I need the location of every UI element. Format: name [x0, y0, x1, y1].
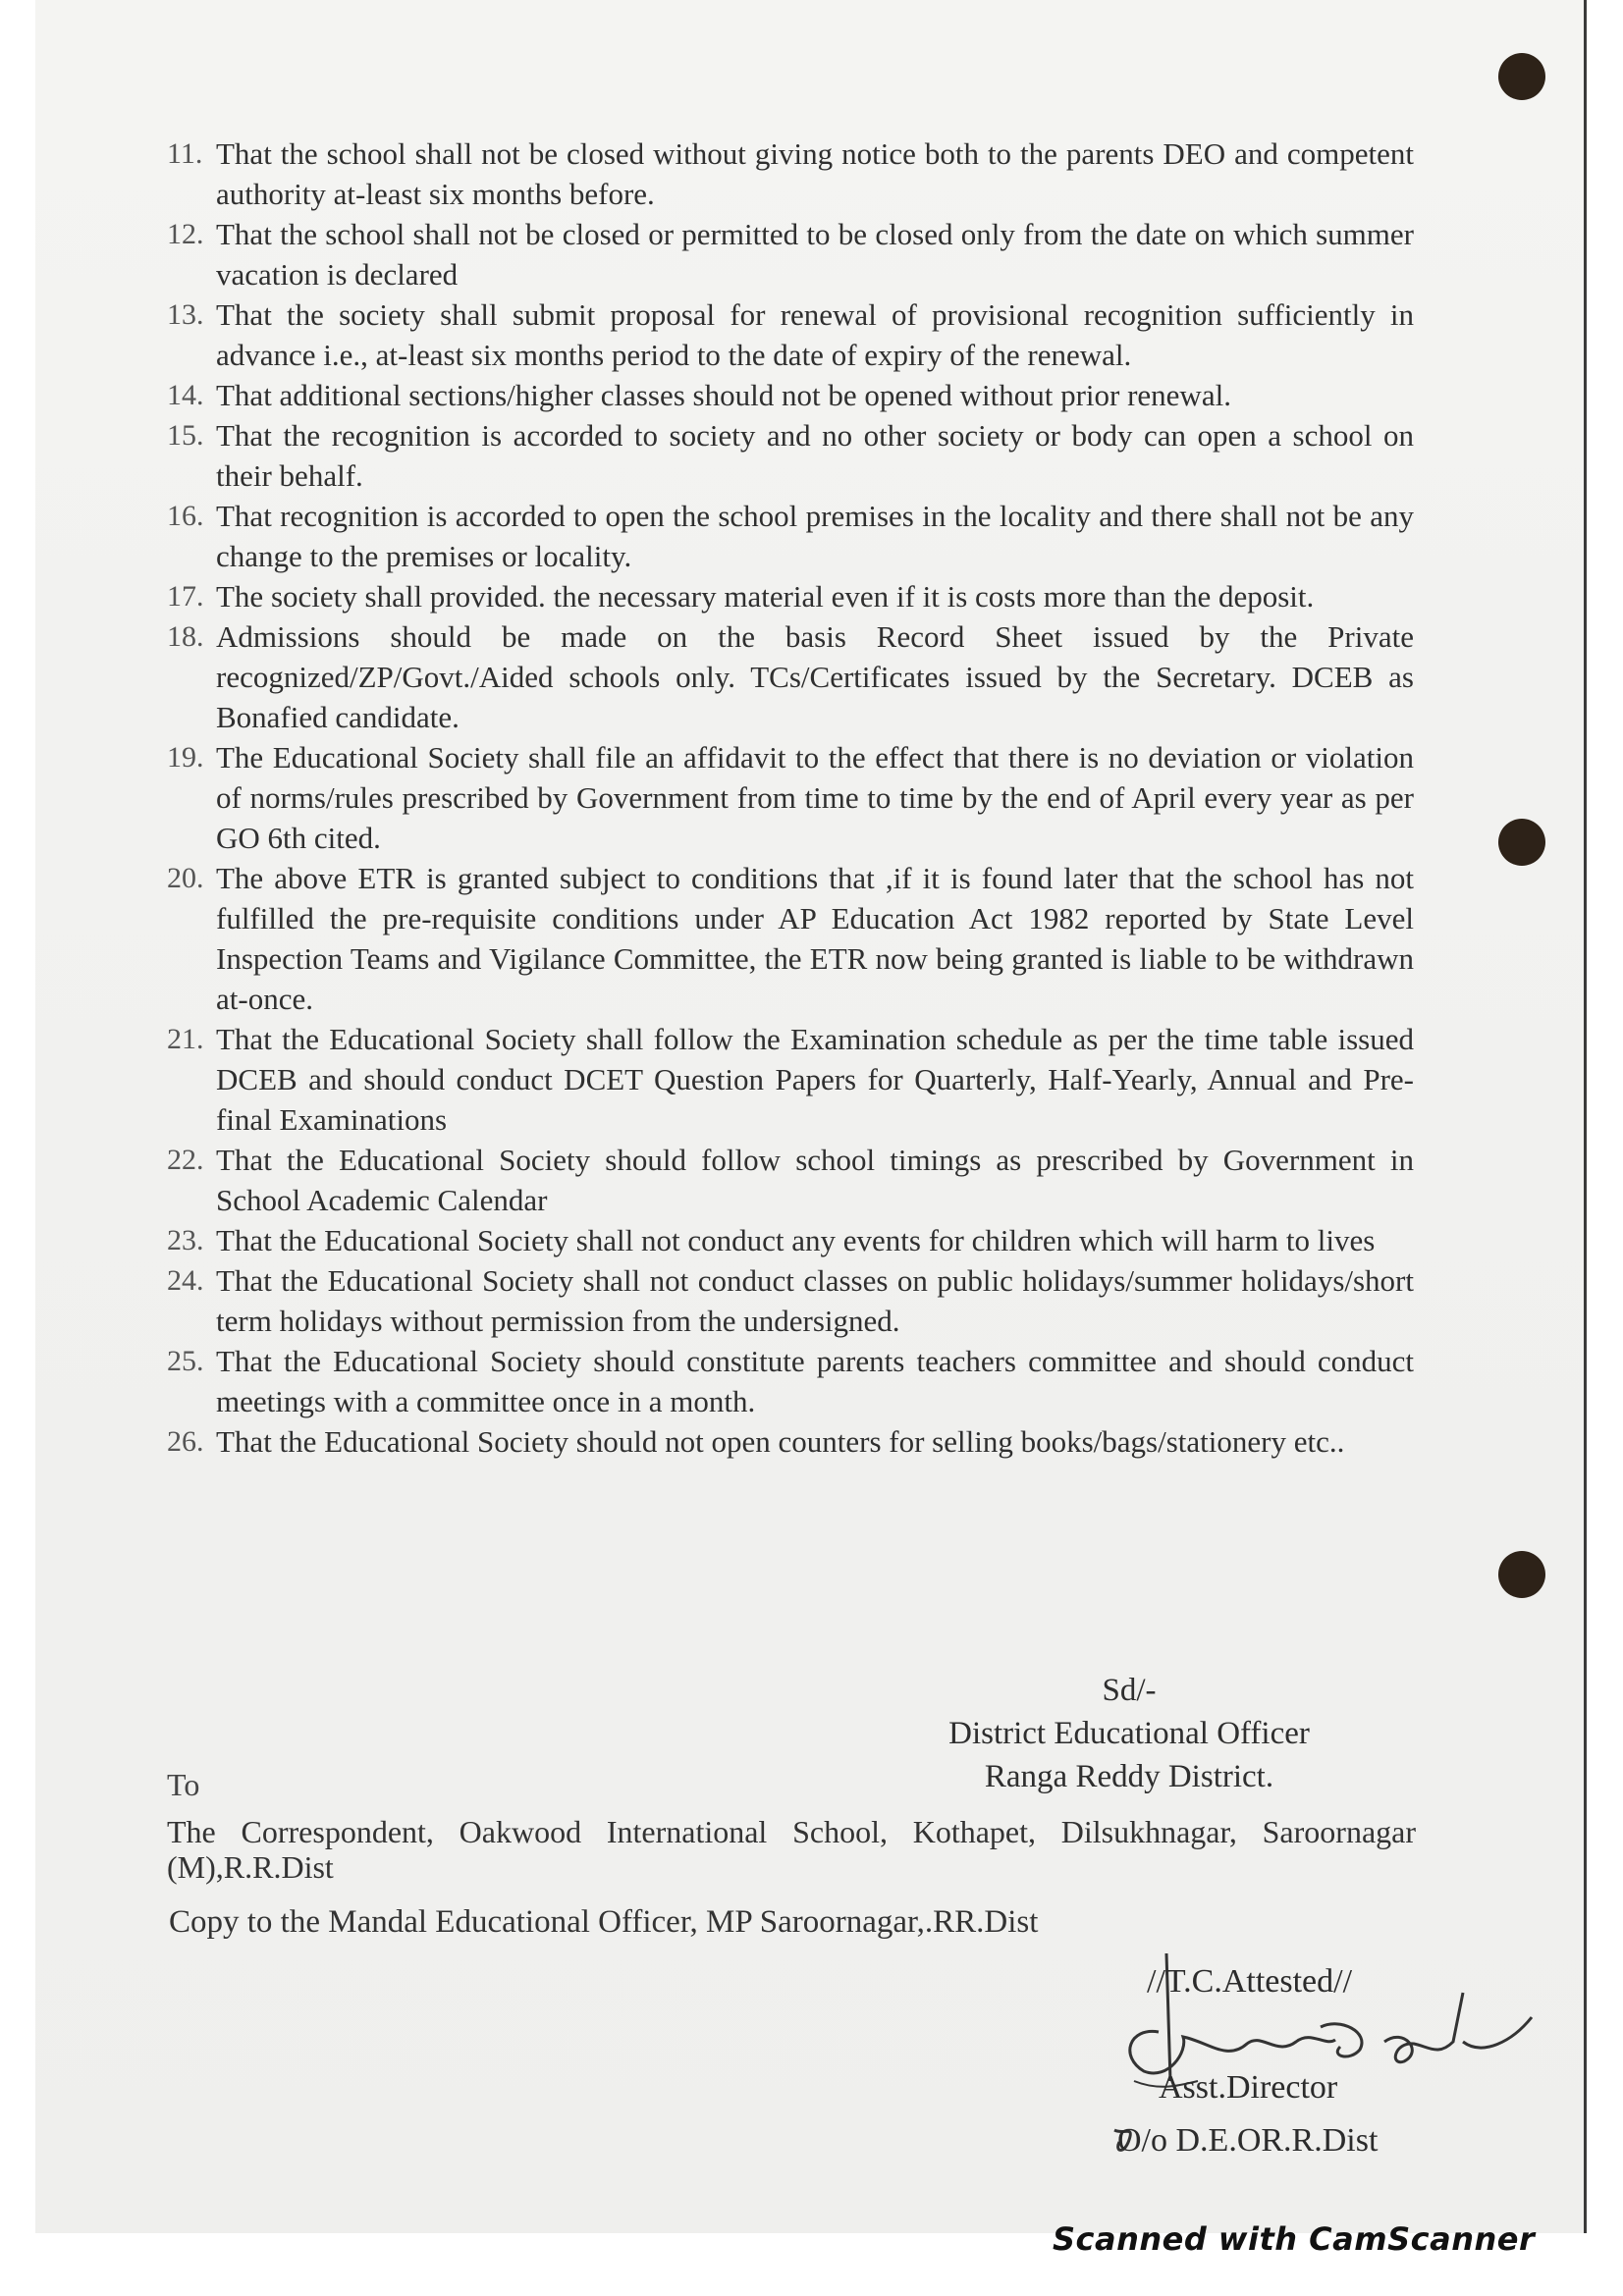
condition-number: 18.: [167, 620, 204, 653]
condition-number: 19.: [167, 741, 204, 774]
condition-item: [167, 1341, 1414, 1421]
recipient-address: The Correspondent, Oakwood International School, Kothapet, Dilsukhnagar, Saroornagar (M),R.R.Dist: [167, 1814, 1416, 1885]
condition-number: 25.: [167, 1345, 204, 1377]
condition-text: The society shall provided. the necessary material even if it is costs more than the deposit.: [216, 579, 1315, 614]
condition-text: That the Educational Society shall not conduct any events for children which will harm to lives: [216, 1223, 1376, 1257]
condition-text: That the society shall submit proposal for renewal of provisional recognition sufficiently in advance i.e., at-least six months period to the date of expiry of the renewal.: [216, 297, 1414, 372]
to-label: To: [167, 1767, 200, 1802]
condition-text: That the school shall not be closed without giving notice both to the parents DEO and competent authority at-least six months before.: [216, 136, 1414, 211]
condition-text: The Educational Society shall file an affidavit to the effect that there is no deviation or violation of norms/rules prescribed by Government from time to time by the end of April every year as per GO 6th cited.: [216, 740, 1414, 855]
condition-number: 16.: [167, 500, 204, 532]
condition-item: [167, 496, 1414, 576]
officer-designation: District Educational Officer: [948, 1716, 1310, 1751]
condition-text: Admissions should be made on the basis Record Sheet issued by the Private recognized/ZP/Govt./Aided schools only. TCs/Certificates issued by the Secretary. DCEB as Bonafied candidate.: [216, 619, 1414, 734]
punch-hole-bottom: [1498, 1551, 1545, 1598]
condition-item: [167, 1140, 1414, 1220]
condition-number: 11.: [167, 137, 203, 170]
condition-number: 15.: [167, 419, 204, 452]
condition-number: 14.: [167, 379, 204, 411]
condition-text: That the Educational Society should constitute parents teachers committee and should conduct meetings with a committee once in a month.: [216, 1344, 1414, 1418]
condition-number: 17.: [167, 580, 204, 613]
condition-text: That the Educational Society should follow school timings as prescribed by Government in School Academic Calendar: [216, 1143, 1414, 1217]
attester-designation: Asst.Director: [1159, 2069, 1338, 2106]
condition-item: [167, 616, 1414, 737]
attested-stamp: //T.C.Attested//: [1147, 1963, 1353, 2000]
condition-item: [167, 1421, 1414, 1462]
condition-text: That recognition is accorded to open the school premises in the locality and there shall not be any change to the premises or locality.: [216, 499, 1414, 573]
condition-number: 26.: [167, 1425, 204, 1458]
condition-item: [167, 133, 1414, 214]
condition-text: That the recognition is accorded to society and no other society or body can open a school on their behalf.: [216, 418, 1414, 493]
condition-text: That the school shall not be closed or permitted to be closed only from the date on which summer vacation is declared: [216, 217, 1414, 292]
condition-item: [167, 375, 1414, 415]
officer-district: Ranga Reddy District.: [984, 1759, 1274, 1794]
condition-item: [167, 737, 1414, 858]
condition-text: That the Educational Society shall not conduct classes on public holidays/summer holidays/short term holidays without permission from the undersigned.: [216, 1263, 1414, 1338]
signature-block: [913, 1669, 1345, 1798]
condition-number: 13.: [167, 298, 204, 331]
condition-item: [167, 415, 1414, 496]
condition-item: [167, 1019, 1414, 1140]
condition-text: The above ETR is granted subject to conditions that ,if it is found later that the school has not fulfilled the pre-requisite conditions under AP Education Act 1982 reported by State Level Inspection Teams and Vigilance Committee, the ETR now being granted is liable to be withdrawn at-once.: [216, 861, 1414, 1016]
condition-text: That the Educational Society should not open counters for selling books/bags/stationery etc..: [216, 1424, 1345, 1459]
condition-number: 21.: [167, 1023, 204, 1055]
condition-text: That the Educational Society shall follow the Examination schedule as per the time table issued DCEB and should conduct DCET Question Papers for Quarterly, Half-Yearly, Annual and Pre-final Examinations: [216, 1022, 1414, 1137]
condition-number: 22.: [167, 1144, 204, 1176]
sd-mark: Sd/-: [1102, 1673, 1157, 1708]
condition-number: 24.: [167, 1264, 204, 1297]
condition-number: 20.: [167, 862, 204, 894]
condition-item: [167, 1260, 1414, 1341]
condition-item: [167, 576, 1414, 616]
punch-hole-top: [1498, 53, 1545, 100]
condition-number: 12.: [167, 218, 204, 250]
scanner-watermark: Scanned with CamScanner: [1053, 2220, 1536, 2258]
punch-hole-middle: [1498, 819, 1545, 866]
condition-item: [167, 858, 1414, 1019]
copy-to-line: Copy to the Mandal Educational Officer, MP Saroornagar,.RR.Dist: [169, 1904, 1039, 1940]
condition-text: That additional sections/higher classes should not be opened without prior renewal.: [216, 378, 1231, 412]
attester-office: O/o D.E.OR.R.Dist: [1117, 2122, 1379, 2159]
condition-item: [167, 1220, 1414, 1260]
condition-number: 23.: [167, 1224, 204, 1256]
condition-item: [167, 294, 1414, 375]
conditions-list: [167, 133, 1414, 1462]
condition-item: [167, 214, 1414, 294]
